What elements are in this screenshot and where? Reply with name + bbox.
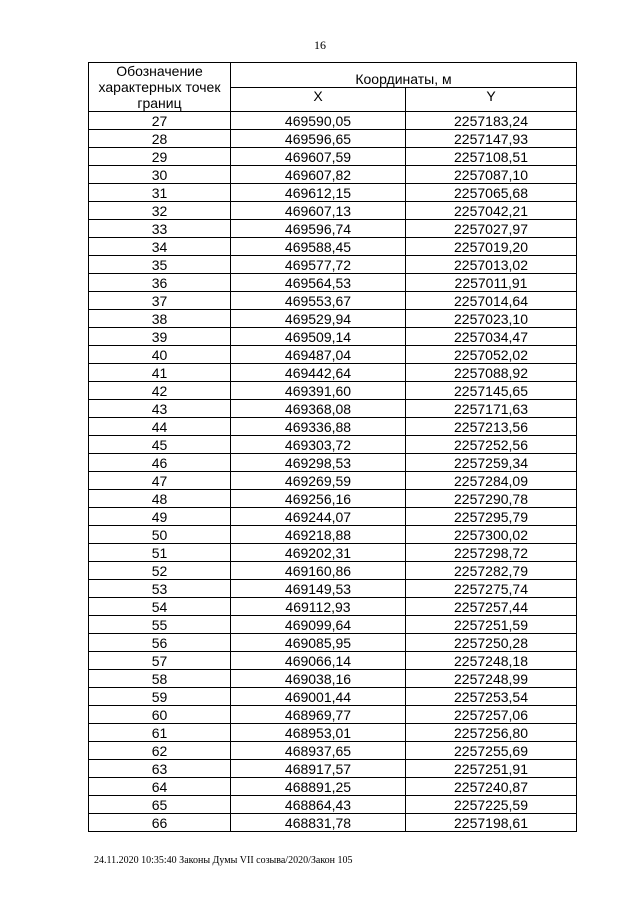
y-coordinate-cell: 2257065,68	[406, 184, 577, 202]
y-coordinate-cell: 2257171,63	[406, 400, 577, 418]
y-coordinate-cell: 2257183,24	[406, 112, 577, 130]
y-coordinate-cell: 2257011,91	[406, 274, 577, 292]
table-row	[89, 400, 577, 418]
document-footer: 24.11.2020 10:35:40 Законы Думы VII созыва/2020/Закон 105	[94, 855, 353, 866]
x-coordinate-cell: 469368,08	[231, 400, 406, 418]
y-coordinate-cell: 2257052,02	[406, 346, 577, 364]
point-number-cell: 31	[89, 184, 231, 202]
table-row	[89, 364, 577, 382]
x-coordinate-cell: 469607,59	[231, 148, 406, 166]
x-coordinate-cell: 468917,57	[231, 760, 406, 778]
table-row	[89, 112, 577, 130]
x-coordinate-cell: 469564,53	[231, 274, 406, 292]
x-coordinate-cell: 469038,16	[231, 670, 406, 688]
boundary-point-label-header: Обозначение характерных точек границ	[89, 63, 231, 112]
table-row	[89, 346, 577, 364]
y-coordinate-cell: 2257300,02	[406, 526, 577, 544]
point-number-cell: 43	[89, 400, 231, 418]
point-number-cell: 44	[89, 418, 231, 436]
point-number-cell: 55	[89, 616, 231, 634]
point-number-cell: 52	[89, 562, 231, 580]
table-row	[89, 418, 577, 436]
y-coordinate-cell: 2257019,20	[406, 238, 577, 256]
y-coordinate-cell: 2257251,91	[406, 760, 577, 778]
y-coordinate-cell: 2257014,64	[406, 292, 577, 310]
y-coordinate-cell: 2257023,10	[406, 310, 577, 328]
x-coordinate-cell: 469298,53	[231, 454, 406, 472]
y-coordinate-cell: 2257295,79	[406, 508, 577, 526]
table-row	[89, 328, 577, 346]
table-row	[89, 634, 577, 652]
y-coordinate-cell: 2257145,65	[406, 382, 577, 400]
point-number-cell: 36	[89, 274, 231, 292]
point-number-cell: 65	[89, 796, 231, 814]
x-coordinate-cell: 469066,14	[231, 652, 406, 670]
coordinates-table	[88, 62, 577, 832]
point-number-cell: 48	[89, 490, 231, 508]
table-row	[89, 688, 577, 706]
y-coordinate-cell: 2257275,74	[406, 580, 577, 598]
x-coordinate-cell: 469509,14	[231, 328, 406, 346]
y-coordinate-cell: 2257257,06	[406, 706, 577, 724]
table-row	[89, 580, 577, 598]
y-coordinate-cell: 2257034,47	[406, 328, 577, 346]
x-coordinate-cell: 469529,94	[231, 310, 406, 328]
y-column-header: Y	[406, 87, 577, 112]
table-row	[89, 292, 577, 310]
table-row	[89, 256, 577, 274]
y-coordinate-cell: 2257248,18	[406, 652, 577, 670]
x-coordinate-cell: 469607,82	[231, 166, 406, 184]
y-coordinate-cell: 2257256,80	[406, 724, 577, 742]
y-coordinate-cell: 2257251,59	[406, 616, 577, 634]
x-coordinate-cell: 469160,86	[231, 562, 406, 580]
y-coordinate-cell: 2257240,87	[406, 778, 577, 796]
table-row	[89, 148, 577, 166]
page-number: 16	[314, 38, 326, 52]
point-number-cell: 51	[89, 544, 231, 562]
x-coordinate-cell: 468937,65	[231, 742, 406, 760]
x-coordinate-cell: 468969,77	[231, 706, 406, 724]
x-coordinate-cell: 469202,31	[231, 544, 406, 562]
point-number-cell: 37	[89, 292, 231, 310]
table-body	[89, 112, 577, 832]
x-coordinate-cell: 469099,64	[231, 616, 406, 634]
point-number-cell: 60	[89, 706, 231, 724]
x-column-header: X	[231, 87, 406, 112]
y-coordinate-cell: 2257147,93	[406, 130, 577, 148]
x-coordinate-cell: 469553,67	[231, 292, 406, 310]
y-coordinate-cell: 2257257,44	[406, 598, 577, 616]
table-row	[89, 238, 577, 256]
point-number-cell: 34	[89, 238, 231, 256]
point-number-cell: 46	[89, 454, 231, 472]
y-coordinate-cell: 2257298,72	[406, 544, 577, 562]
table-row	[89, 616, 577, 634]
x-coordinate-cell: 468831,78	[231, 814, 406, 832]
coordinates-group-header: Координаты, м	[231, 63, 577, 88]
point-number-cell: 57	[89, 652, 231, 670]
point-number-cell: 66	[89, 814, 231, 832]
y-coordinate-cell: 2257255,69	[406, 742, 577, 760]
table-row	[89, 508, 577, 526]
table-row	[89, 166, 577, 184]
y-coordinate-cell: 2257108,51	[406, 148, 577, 166]
table-row	[89, 490, 577, 508]
x-coordinate-cell: 468953,01	[231, 724, 406, 742]
x-coordinate-cell: 469607,13	[231, 202, 406, 220]
point-number-cell: 27	[89, 112, 231, 130]
x-coordinate-cell: 469244,07	[231, 508, 406, 526]
y-coordinate-cell: 2257088,92	[406, 364, 577, 382]
y-coordinate-cell: 2257253,54	[406, 688, 577, 706]
y-coordinate-cell: 2257013,02	[406, 256, 577, 274]
x-coordinate-cell: 469577,72	[231, 256, 406, 274]
point-number-cell: 63	[89, 760, 231, 778]
point-number-cell: 33	[89, 220, 231, 238]
point-number-cell: 47	[89, 472, 231, 490]
x-coordinate-cell: 469596,74	[231, 220, 406, 238]
table-row	[89, 220, 577, 238]
table-row	[89, 202, 577, 220]
point-number-cell: 28	[89, 130, 231, 148]
table-row	[89, 814, 577, 832]
y-coordinate-cell: 2257250,28	[406, 634, 577, 652]
point-number-cell: 41	[89, 364, 231, 382]
x-coordinate-cell: 469218,88	[231, 526, 406, 544]
table-row	[89, 778, 577, 796]
x-coordinate-cell: 468864,43	[231, 796, 406, 814]
x-coordinate-cell: 469085,95	[231, 634, 406, 652]
table-row	[89, 382, 577, 400]
x-coordinate-cell: 469590,05	[231, 112, 406, 130]
table-row	[89, 724, 577, 742]
y-coordinate-cell: 2257087,10	[406, 166, 577, 184]
table-row	[89, 544, 577, 562]
y-coordinate-cell: 2257213,56	[406, 418, 577, 436]
y-coordinate-cell: 2257198,61	[406, 814, 577, 832]
point-number-cell: 61	[89, 724, 231, 742]
x-coordinate-cell: 468891,25	[231, 778, 406, 796]
x-coordinate-cell: 469442,64	[231, 364, 406, 382]
point-number-cell: 54	[89, 598, 231, 616]
table-row	[89, 760, 577, 778]
table-row	[89, 454, 577, 472]
y-coordinate-cell: 2257284,09	[406, 472, 577, 490]
point-number-cell: 32	[89, 202, 231, 220]
point-number-cell: 40	[89, 346, 231, 364]
x-coordinate-cell: 469001,44	[231, 688, 406, 706]
x-coordinate-cell: 469612,15	[231, 184, 406, 202]
point-number-cell: 35	[89, 256, 231, 274]
table-row	[89, 526, 577, 544]
table-row	[89, 670, 577, 688]
x-coordinate-cell: 469391,60	[231, 382, 406, 400]
point-number-cell: 53	[89, 580, 231, 598]
y-coordinate-cell: 2257259,34	[406, 454, 577, 472]
y-coordinate-cell: 2257252,56	[406, 436, 577, 454]
table-row	[89, 274, 577, 292]
table-row	[89, 652, 577, 670]
point-number-cell: 29	[89, 148, 231, 166]
y-coordinate-cell: 2257290,78	[406, 490, 577, 508]
table-header	[89, 63, 577, 112]
table-row	[89, 310, 577, 328]
point-number-cell: 39	[89, 328, 231, 346]
point-number-cell: 42	[89, 382, 231, 400]
point-number-cell: 30	[89, 166, 231, 184]
x-coordinate-cell: 469112,93	[231, 598, 406, 616]
y-coordinate-cell: 2257042,21	[406, 202, 577, 220]
x-coordinate-cell: 469149,53	[231, 580, 406, 598]
point-number-cell: 58	[89, 670, 231, 688]
table-row	[89, 184, 577, 202]
x-coordinate-cell: 469588,45	[231, 238, 406, 256]
x-coordinate-cell: 469336,88	[231, 418, 406, 436]
table-row	[89, 436, 577, 454]
table-row	[89, 742, 577, 760]
table-row	[89, 472, 577, 490]
table-row	[89, 562, 577, 580]
y-coordinate-cell: 2257282,79	[406, 562, 577, 580]
point-number-cell: 62	[89, 742, 231, 760]
x-coordinate-cell: 469303,72	[231, 436, 406, 454]
y-coordinate-cell: 2257027,97	[406, 220, 577, 238]
y-coordinate-cell: 2257225,59	[406, 796, 577, 814]
x-coordinate-cell: 469256,16	[231, 490, 406, 508]
point-number-cell: 45	[89, 436, 231, 454]
point-number-cell: 59	[89, 688, 231, 706]
table-row	[89, 130, 577, 148]
table-row	[89, 796, 577, 814]
x-coordinate-cell: 469596,65	[231, 130, 406, 148]
point-number-cell: 50	[89, 526, 231, 544]
point-number-cell: 49	[89, 508, 231, 526]
x-coordinate-cell: 469487,04	[231, 346, 406, 364]
point-number-cell: 38	[89, 310, 231, 328]
point-number-cell: 64	[89, 778, 231, 796]
table-row	[89, 598, 577, 616]
point-number-cell: 56	[89, 634, 231, 652]
x-coordinate-cell: 469269,59	[231, 472, 406, 490]
table-row	[89, 706, 577, 724]
y-coordinate-cell: 2257248,99	[406, 670, 577, 688]
